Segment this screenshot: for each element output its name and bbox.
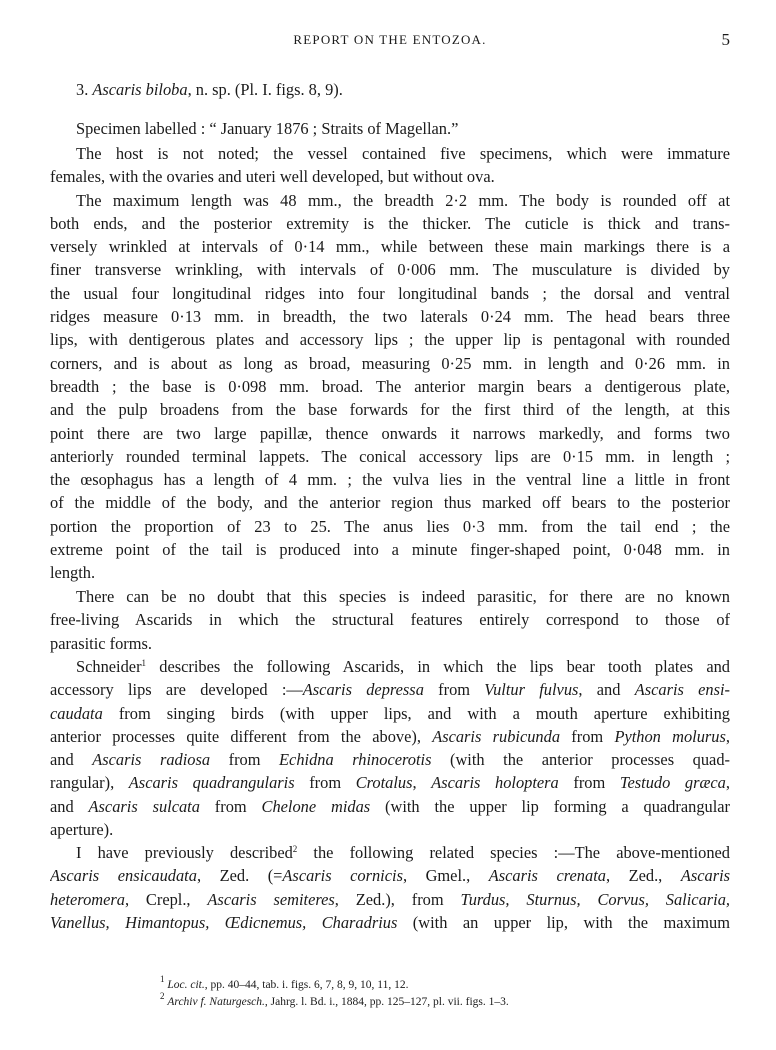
paragraph	[50, 585, 730, 655]
text-run: ,	[412, 773, 432, 793]
paragraph	[50, 117, 730, 140]
text-line	[50, 352, 730, 375]
text-run: from	[560, 726, 615, 746]
text-line	[50, 491, 730, 514]
text-run: from	[423, 680, 485, 700]
text-line	[50, 655, 730, 678]
text-run: ,	[725, 773, 730, 793]
section-heading	[50, 78, 730, 101]
italic-text: Ascaris quadrangularis	[128, 773, 295, 793]
text-run: , and	[578, 680, 635, 700]
text-run: , Jahrg. l. Bd. i., 1884, pp. 125–127, pl. vii. figs. 1–3.	[264, 996, 509, 1008]
text-line	[50, 748, 730, 771]
footnote-marker: 1	[160, 974, 165, 984]
text-run: Specimen labelled : “ January 1876 ; Straits of Magellan.”	[76, 119, 459, 138]
text-run: (with the upper lip forming a quadrangular	[370, 796, 730, 816]
text-run: , Gmel.,	[402, 866, 489, 886]
italic-text: Ascaris biloba	[92, 80, 188, 99]
italic-text: Loc. cit.	[167, 979, 205, 991]
italic-text: Ascaris semiteres	[207, 889, 335, 909]
italic-text: Vanellus, Himantopus, Œdicnemus, Charadrius	[50, 912, 398, 932]
italic-text: Python molurus	[614, 726, 726, 746]
italic-text: Ascaris ensi-	[634, 680, 730, 700]
text-run: , Zed.,	[605, 866, 681, 886]
text-run: ,	[725, 726, 730, 746]
text-run: rangular),	[50, 773, 129, 793]
text-run: The maximum length was 48 mm., the breadth 2·2 mm. The body is rounded off at	[76, 190, 730, 210]
text-run: portion the proportion of 23 to 25. The anus lies 0·3 mm. from the tail end ; the	[50, 516, 730, 536]
italic-text: Testudo græca	[619, 773, 726, 793]
text-run: from	[199, 796, 262, 816]
text-run: , pp. 40–44, tab. i. figs. 6, 7, 8, 9, 10, 11, 12.	[204, 979, 409, 991]
text-run: There can be no doubt that this species is indeed parasitic, for there are no known	[76, 587, 730, 606]
text-run: of the middle of the body, and the anterior region thus marked off bears to the posterior	[50, 493, 730, 513]
footnote-marker: 1	[141, 658, 147, 668]
italic-text: Ascaris ensicaudata	[50, 866, 197, 886]
footnote	[160, 991, 680, 1011]
text-run: point there are two large papillæ, thence onwards it narrows markedly, and forms two	[50, 423, 730, 443]
paragraph	[50, 655, 730, 841]
text-line	[50, 398, 730, 421]
text-run: extreme point of the tail is produced into a minute finger-shaped point, 0·048 mm. in	[50, 540, 730, 560]
text-run: describes the following Ascarids, in which the lips bear tooth plates and	[146, 657, 730, 676]
italic-text: Ascaris cornicis	[282, 866, 403, 886]
paragraph	[50, 189, 730, 585]
text-line	[50, 911, 730, 934]
italic-text: Ascaris rubicunda	[432, 726, 561, 746]
text-run: (with the anterior processes quad-	[431, 750, 730, 770]
footnote-marker: 2	[160, 991, 165, 1001]
text-run: , Crepl.,	[124, 889, 208, 909]
text-run: , Zed. (=	[196, 866, 283, 886]
text-run: lips, with dentigerous plates and accessory lips ; the upper lip is pentagonal with rounded	[50, 330, 730, 350]
text-run: finer transverse wrinkling, with intervals of 0·006 mm. The musculature is divided by	[50, 260, 730, 280]
text-run: the following related species :—The above-mentioned	[297, 843, 730, 862]
text-line	[50, 117, 730, 140]
text-line	[50, 561, 730, 584]
text-line	[50, 538, 730, 561]
text-run: the œsophagus has a length of 4 mm. ; the vulva lies in the ventral line a little in front	[50, 470, 730, 490]
text-run: versely wrinkled at intervals of 0·14 mm., while between these main markings there is a	[50, 237, 730, 257]
italic-text: caudata	[50, 703, 103, 723]
text-run: both ends, and the posterior extremity is the thicker. The cuticle is thick and trans-	[50, 213, 730, 233]
text-run: parasitic forms.	[50, 633, 152, 653]
text-line	[50, 585, 730, 608]
italic-text: Crotalus	[355, 773, 413, 793]
text-line	[50, 422, 730, 445]
text-line	[50, 864, 730, 887]
text-line	[50, 258, 730, 281]
text-run: , n. sp. (Pl. I. figs. 8, 9).	[187, 80, 343, 99]
footnote	[160, 974, 680, 994]
text-line	[50, 678, 730, 701]
text-line	[50, 282, 730, 305]
text-line	[50, 795, 730, 818]
text-line	[50, 212, 730, 235]
italic-text: Vultur fulvus	[484, 680, 579, 700]
text-run: and the pulp broadens from the base forwards for the first third of the length, at this	[50, 400, 730, 420]
text-line	[50, 328, 730, 351]
text-line	[50, 702, 730, 725]
text-line	[50, 632, 730, 655]
italic-text: Ascaris holoptera	[431, 773, 559, 793]
text-run: free-living Ascarids in which the structural features entirely correspond to those of	[50, 610, 730, 630]
text-run: from	[558, 773, 620, 793]
paragraph	[50, 142, 730, 189]
italic-text: Ascaris radiosa	[92, 750, 211, 770]
text-line	[50, 515, 730, 538]
page-number: 5	[721, 30, 730, 49]
text-line	[50, 189, 730, 212]
italic-text: Archiv f. Naturgesch.	[167, 996, 265, 1008]
text-run: length.	[50, 563, 96, 583]
text-run: the usual four longitudinal ridges into four longitudinal bands ; the dorsal and ventral	[50, 283, 730, 303]
text-run: from singing birds (with upper lips, and with a mouth aperture exhibiting	[102, 703, 730, 723]
text-run: , Zed.), from	[334, 889, 461, 909]
text-run: and	[50, 750, 93, 770]
text-run: corners, and is about as long as broad, measuring 0·25 mm. in length and 0·26 mm. in	[50, 353, 730, 373]
italic-text: Ascaris	[680, 866, 730, 886]
text-run: aperture).	[50, 820, 114, 840]
text-line	[50, 445, 730, 468]
text-run: anterior processes quite different from the above),	[50, 726, 433, 746]
footnotes	[160, 974, 680, 1011]
italic-text: Ascaris crenata	[488, 866, 606, 886]
paragraph	[50, 841, 730, 934]
text-run: from	[210, 750, 280, 770]
text-run: and	[50, 796, 89, 816]
text-line	[50, 841, 730, 864]
italic-text: Ascaris sulcata	[88, 796, 200, 816]
text-run: I have previously described	[76, 843, 293, 862]
text-run: from	[294, 773, 356, 793]
text-run: breadth ; the base is 0·098 mm. broad. The anterior margin bears a dentigerous plate,	[50, 376, 730, 396]
text-line	[50, 888, 730, 911]
text-line	[50, 608, 730, 631]
text-line	[50, 305, 730, 328]
text-line	[50, 375, 730, 398]
italic-text: Chelone midas	[261, 796, 371, 816]
text-line	[50, 468, 730, 491]
text-line	[50, 771, 730, 794]
text-line	[50, 78, 730, 101]
text-line	[50, 142, 730, 165]
footnote-marker: 2	[292, 844, 298, 854]
italic-text: Ascaris depressa	[302, 680, 424, 700]
text-line	[50, 165, 730, 188]
page-header	[50, 32, 730, 52]
text-run: anteriorly rounded terminal lappets. The conical accessory lips are 0·15 mm. in length ;	[50, 446, 730, 466]
text-run: accessory lips are developed :—	[50, 680, 303, 700]
italic-text: heteromera	[50, 889, 125, 909]
italic-text: Turdus, Sturnus, Corvus, Salicaria,	[460, 889, 730, 909]
italic-text: Echidna rhinocerotis	[279, 750, 432, 770]
text-line	[50, 818, 730, 841]
text-run: (with an upper lip, with the maximum	[397, 912, 730, 932]
text-run: ridges measure 0·13 mm. in breadth, the two laterals 0·24 mm. The head bears three	[50, 307, 730, 327]
text-run: The host is not noted; the vessel contained five specimens, which were immature	[76, 144, 730, 163]
text-line	[50, 235, 730, 258]
text-run: females, with the ovaries and uteri well developed, but without ova.	[50, 167, 495, 187]
running-title: REPORT ON THE ENTOZOA.	[293, 32, 487, 47]
text-run: 3.	[76, 80, 93, 99]
text-line	[50, 725, 730, 748]
text-run: Schneider	[76, 657, 142, 676]
